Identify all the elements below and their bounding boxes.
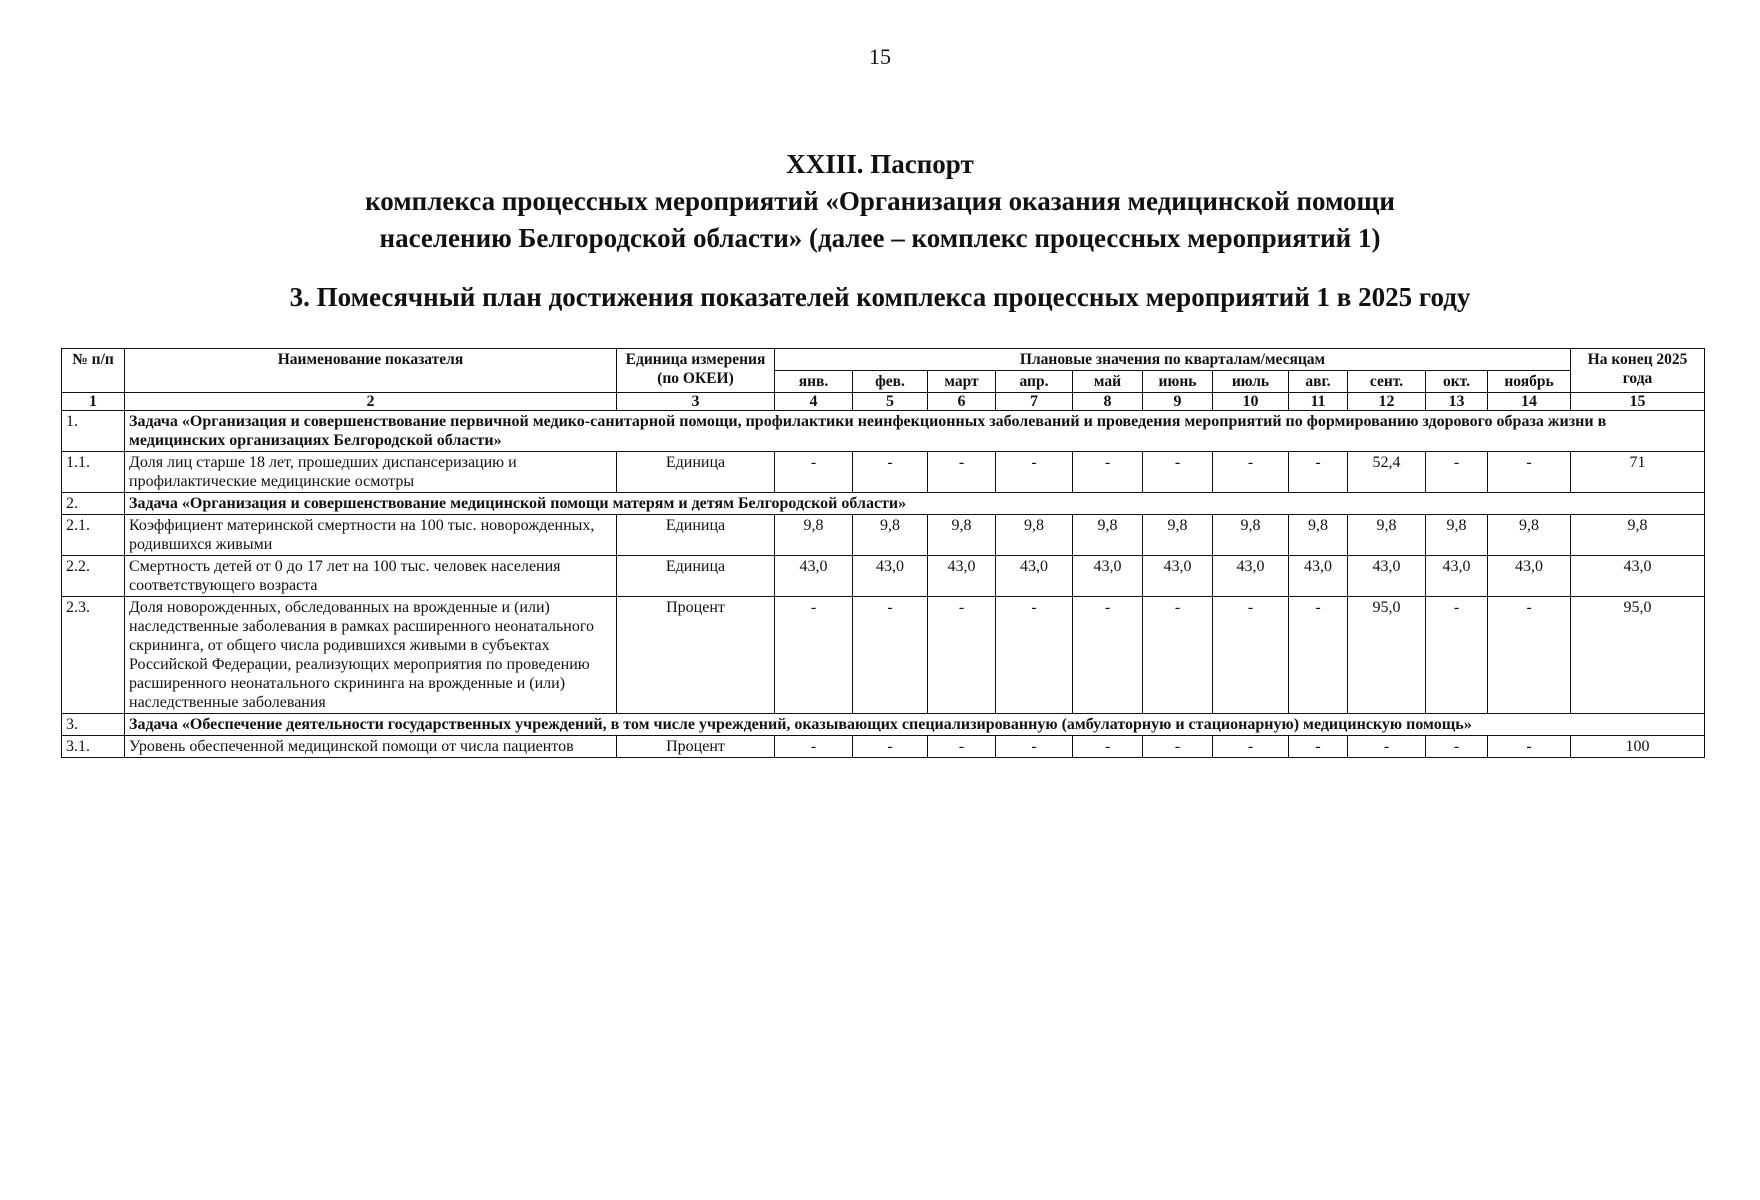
header-month: март	[928, 371, 996, 393]
column-number: 7	[996, 393, 1073, 411]
column-number: 5	[853, 393, 928, 411]
header-name: Наименование показателя	[125, 349, 617, 393]
monthly-value: -	[1289, 452, 1348, 493]
header-month: июнь	[1143, 371, 1213, 393]
title-line-3: населению Белгородской области» (далее – комплекс процессных мероприятий 1)	[379, 223, 1381, 253]
indicator-unit: Единица	[617, 515, 775, 556]
task-text: Задача «Организация и совершенствование первичной медико-санитарной помощи, профилактики неинфекционных заболеваний и проведения мероприятий по формированию здорового образа жизни в медицинских организациях Белгородской области»	[125, 411, 1705, 452]
indicator-name: Коэффициент материнской смертности на 100 тыс. новорожденных, родившихся живыми	[125, 515, 617, 556]
title-line-2: комплекса процессных мероприятий «Организация оказания медицинской помощи	[365, 186, 1395, 216]
monthly-value: 43,0	[1348, 556, 1426, 597]
header-month: авг.	[1289, 371, 1348, 393]
monthly-value: -	[1073, 597, 1143, 714]
monthly-plan-table	[61, 348, 1705, 758]
header-month: май	[1073, 371, 1143, 393]
monthly-value: -	[928, 736, 996, 758]
monthly-value: 43,0	[996, 556, 1073, 597]
monthly-value: 9,8	[1143, 515, 1213, 556]
monthly-value: 9,8	[1488, 515, 1571, 556]
column-number: 4	[775, 393, 853, 411]
header-month: янв.	[775, 371, 853, 393]
monthly-value: -	[996, 452, 1073, 493]
header-unit: Единица измерения (по ОКЕИ)	[617, 349, 775, 393]
monthly-value: -	[1213, 736, 1289, 758]
section-subtitle: 3. Помесячный план достижения показателей комплекса процессных мероприятий 1 в 2025 году	[289, 282, 1471, 312]
row-number: 3.1.	[62, 736, 125, 758]
monthly-value: -	[1289, 736, 1348, 758]
row-number: 3.	[62, 714, 125, 736]
monthly-value: 9,8	[853, 515, 928, 556]
monthly-value: 9,8	[1289, 515, 1348, 556]
monthly-value: 9,8	[1213, 515, 1289, 556]
year-end-value: 71	[1571, 452, 1705, 493]
indicator-row	[62, 597, 1705, 714]
column-number: 3	[617, 393, 775, 411]
monthly-value: -	[1143, 736, 1213, 758]
monthly-value: -	[1426, 736, 1488, 758]
header-month: апр.	[996, 371, 1073, 393]
monthly-value: 43,0	[775, 556, 853, 597]
monthly-value: -	[1426, 597, 1488, 714]
column-number: 6	[928, 393, 996, 411]
year-end-value: 100	[1571, 736, 1705, 758]
header-end: На конец 2025 года	[1571, 349, 1705, 393]
indicator-row	[62, 452, 1705, 493]
monthly-value: -	[1213, 452, 1289, 493]
monthly-value: -	[775, 597, 853, 714]
task-text: Задача «Обеспечение деятельности государственных учреждений, в том числе учреждений, оказывающих специализированную (амбулаторную и стационарную) медицинскую помощь»	[125, 714, 1705, 736]
column-number-row	[62, 393, 1705, 411]
monthly-value: -	[1488, 736, 1571, 758]
monthly-value: -	[1488, 597, 1571, 714]
indicator-name: Доля лиц старше 18 лет, прошедших диспансеризацию и профилактические медицинские осмотры	[125, 452, 617, 493]
row-number: 1.1.	[62, 452, 125, 493]
monthly-value: -	[853, 452, 928, 493]
year-end-value: 9,8	[1571, 515, 1705, 556]
monthly-value: 9,8	[1073, 515, 1143, 556]
monthly-value: -	[853, 736, 928, 758]
column-number: 2	[125, 393, 617, 411]
column-number: 15	[1571, 393, 1705, 411]
task-row	[62, 411, 1705, 452]
monthly-value: 9,8	[928, 515, 996, 556]
monthly-value: 52,4	[1348, 452, 1426, 493]
monthly-value: 43,0	[1289, 556, 1348, 597]
monthly-value: 43,0	[853, 556, 928, 597]
monthly-value: 9,8	[996, 515, 1073, 556]
indicator-row	[62, 556, 1705, 597]
monthly-value: -	[1073, 452, 1143, 493]
indicator-row	[62, 515, 1705, 556]
indicator-unit: Процент	[617, 597, 775, 714]
monthly-value: -	[1143, 452, 1213, 493]
monthly-value: -	[1426, 452, 1488, 493]
monthly-value: -	[1289, 597, 1348, 714]
monthly-value: -	[996, 736, 1073, 758]
column-number: 14	[1488, 393, 1571, 411]
monthly-value: 43,0	[1488, 556, 1571, 597]
indicator-name: Доля новорожденных, обследованных на врожденные и (или) наследственные заболевания в рамках расширенного неонатального скрининга, от общего числа родившихся живыми в субъектах Российской Федерации, реализующих мероприятия по проведению расширенного неонатального скрининга на врожденные и (или) наследственные заболевания	[125, 597, 617, 714]
row-number: 2.	[62, 493, 125, 515]
header-month: ноябрь	[1488, 371, 1571, 393]
year-end-value: 95,0	[1571, 597, 1705, 714]
header-plan: Плановые значения по кварталам/месяцам	[775, 349, 1571, 371]
indicator-unit: Единица	[617, 556, 775, 597]
monthly-value: -	[1213, 597, 1289, 714]
monthly-value: -	[928, 452, 996, 493]
monthly-value: -	[996, 597, 1073, 714]
column-number: 11	[1289, 393, 1348, 411]
task-row	[62, 493, 1705, 515]
header-month: окт.	[1426, 371, 1488, 393]
header-month: сент.	[1348, 371, 1426, 393]
task-text: Задача «Организация и совершенствование медицинской помощи матерям и детям Белгородской области»	[125, 493, 1705, 515]
monthly-value: 9,8	[1426, 515, 1488, 556]
monthly-value: -	[1143, 597, 1213, 714]
monthly-value: -	[928, 597, 996, 714]
indicator-name: Уровень обеспеченной медицинской помощи от числа пациентов	[125, 736, 617, 758]
header-month: июль	[1213, 371, 1289, 393]
monthly-value: 43,0	[1073, 556, 1143, 597]
monthly-value: 43,0	[928, 556, 996, 597]
document-title	[0, 146, 1760, 257]
title-line-1: XXIII. Паспорт	[786, 149, 974, 179]
indicator-unit: Процент	[617, 736, 775, 758]
row-number: 1.	[62, 411, 125, 452]
column-number: 1	[62, 393, 125, 411]
indicator-row	[62, 736, 1705, 758]
monthly-value: 9,8	[1348, 515, 1426, 556]
header-month: фев.	[853, 371, 928, 393]
monthly-value: 43,0	[1426, 556, 1488, 597]
header-num: № п/п	[62, 349, 125, 393]
monthly-value: -	[1348, 736, 1426, 758]
monthly-value: 95,0	[1348, 597, 1426, 714]
monthly-value: -	[1073, 736, 1143, 758]
row-number: 2.2.	[62, 556, 125, 597]
indicator-unit: Единица	[617, 452, 775, 493]
row-number: 2.3.	[62, 597, 125, 714]
monthly-value: -	[775, 736, 853, 758]
year-end-value: 43,0	[1571, 556, 1705, 597]
page-number: 15	[869, 44, 891, 69]
column-number: 9	[1143, 393, 1213, 411]
monthly-value: -	[1488, 452, 1571, 493]
column-number: 12	[1348, 393, 1426, 411]
monthly-value: 43,0	[1213, 556, 1289, 597]
task-row	[62, 714, 1705, 736]
column-number: 8	[1073, 393, 1143, 411]
monthly-value: -	[853, 597, 928, 714]
monthly-value: 9,8	[775, 515, 853, 556]
column-number: 10	[1213, 393, 1289, 411]
monthly-value: -	[775, 452, 853, 493]
monthly-value: 43,0	[1143, 556, 1213, 597]
row-number: 2.1.	[62, 515, 125, 556]
column-number: 13	[1426, 393, 1488, 411]
indicator-name: Смертность детей от 0 до 17 лет на 100 тыс. человек населения соответствующего возраста	[125, 556, 617, 597]
